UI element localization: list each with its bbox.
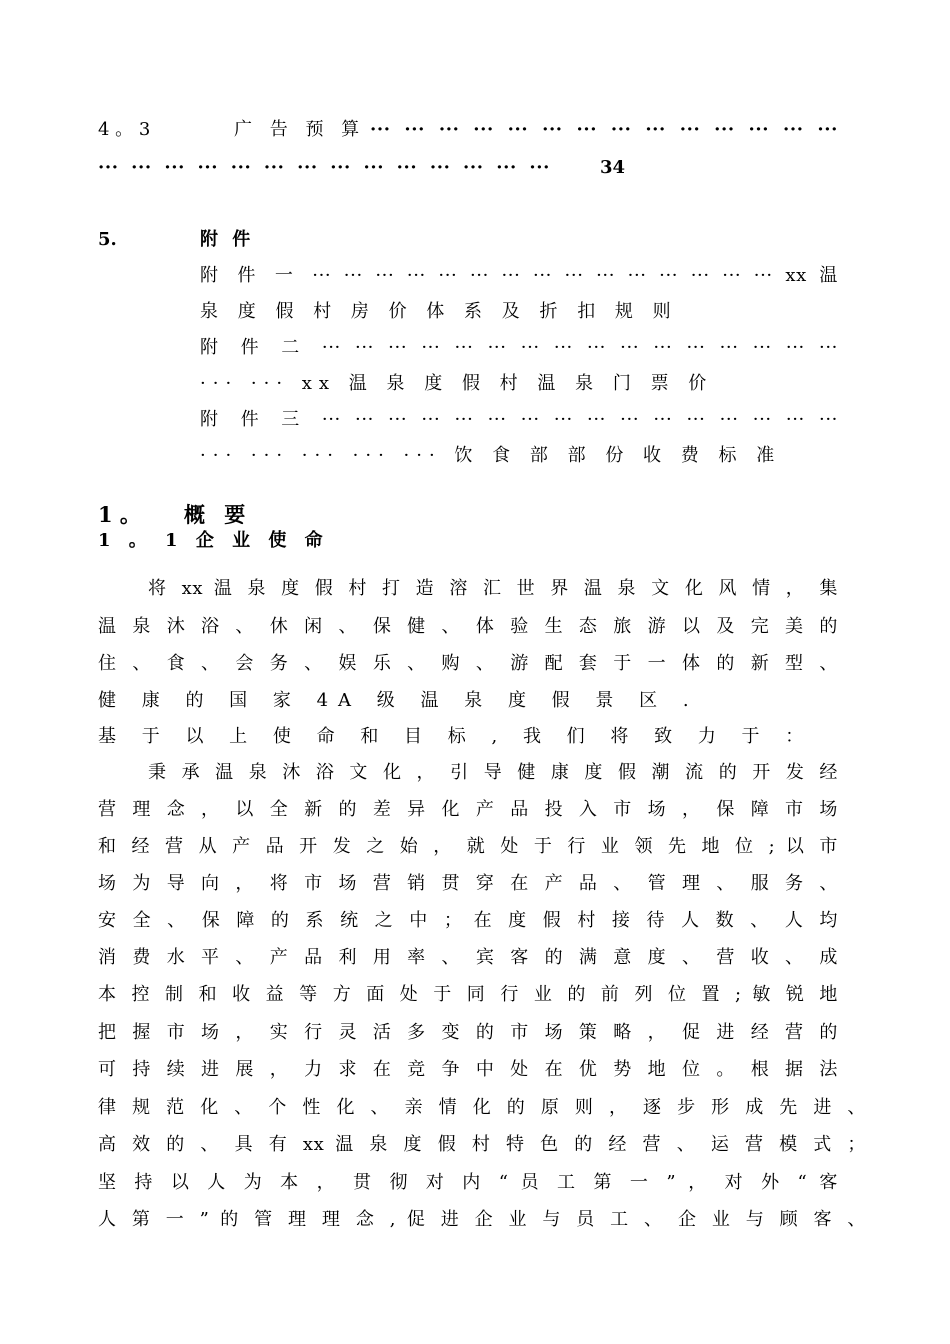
body-line: 温 泉 沐 浴 、 休 闲 、 保 健 、 体 验 生 态 旅 游 以 及 完 美 的 [98,616,838,637]
section-1-number: 1 。 [98,502,141,527]
body-line: 营 理 念 ， 以 全 新 的 差 异 化 产 品 投 入 市 场 ， 保 障 市 场 [98,799,838,820]
body-line: 可 持 续 进 展 ， 力 求 在 竞 争 中 处 在 优 势 地 位 。 根 据 法 [98,1059,838,1080]
toc-5-title: 附 件 [200,229,255,250]
body-line: 住 、 食 、 会 务 、 娱 乐 、 购 、 游 配 套 于 一 体 的 新 型 、 [98,653,838,674]
toc-4-3-page-number: 34 [600,157,626,178]
body-line: 坚 持 以 人 为 本 ， 贯 彻 对 内 “ 员 工 第 一 ” ， 对 外 “ 客 [98,1172,838,1193]
section-1-title: 概 要 [184,502,252,527]
toc-appendix-3-line-1: 附 件 三 ··· ··· ··· ··· ··· ··· ··· ··· ··· ··· ··· ··· ··· ··· ··· ··· [200,409,838,430]
body-line: 人 第 一 ” 的 管 理 理 念 , 促 进 企 业 与 员 工 、 企 业 与 顾 客 、 [98,1209,866,1230]
section-1-1-subheading: 1 。 1 企 业 使 命 [98,530,329,551]
body-line: 和 经 营 从 产 品 开 发 之 始 ， 就 处 于 行 业 领 先 地 位 ; 以 市 [98,836,838,857]
body-line: 场 为 导 向 ， 将 市 场 营 销 贯 穿 在 产 品 、 管 理 、 服 务 、 [98,873,838,894]
toc-appendix-2-line-2: ··· ··· xx 温 泉 度 假 村 温 泉 门 票 价 [200,373,714,394]
body-line: 高 效 的 、 具 有 xx 温 泉 度 假 村 特 色 的 经 营 、 运 营 模 式 ； [98,1134,866,1155]
toc-appendix-1-line-1: 附 件 一 ··· ··· ··· ··· ··· ··· ··· ··· ··· ··· ··· ··· ··· ··· ··· xx 温 [200,265,838,286]
body-line: 律 规 范 化 、 个 性 化 、 亲 情 化 的 原 则 ， 逐 步 形 成 先 进 、 [98,1097,866,1118]
toc-4-3-number: 4 。 3 [98,119,151,140]
toc-appendix-2-line-1: 附 件 二 ··· ··· ··· ··· ··· ··· ··· ··· ··· ··· ··· ··· ··· ··· ··· ··· [200,337,838,358]
body-line: 本 控 制 和 收 益 等 方 面 处 于 同 行 业 的 前 列 位 置 ; 敏 锐 地 [98,984,838,1005]
body-line: 秉 承 温 泉 沐 浴 文 化 ， 引 导 健 康 度 假 潮 流 的 开 发 经 [148,762,838,783]
body-line: 将 xx 温 泉 度 假 村 打 造 溶 汇 世 界 温 泉 文 化 风 情 ， 集 [148,578,838,599]
toc-4-3-leader-dots-2: ··· ··· ··· ··· ··· ··· ··· ··· ··· ··· ··· ··· ··· ··· [98,157,550,178]
toc-appendix-3-line-2: ··· ··· ··· ··· ··· 饮 食 部 部 份 收 费 标 准 [200,445,782,466]
toc-5-number: 5. [98,229,117,250]
toc-4-3-leader-dots: ··· ··· ··· ··· ··· ··· ··· ··· ··· ··· ··· ··· ··· ··· [370,119,838,140]
body-line: 消 费 水 平 、 产 品 利 用 率 、 宾 客 的 满 意 度 、 营 收 、 成 [98,947,838,968]
toc-4-3-title: 广 告 预 算 [234,119,366,140]
body-line: 基 于 以 上 使 命 和 目 标 , 我 们 将 致 力 于 ： [98,726,814,747]
toc-appendix-1-line-2: 泉 度 假 村 房 价 体 系 及 折 扣 规 则 [200,301,678,322]
body-line: 健 康 的 国 家 4A 级 温 泉 度 假 景 区 . [98,690,699,711]
body-line: 安 全 、 保 障 的 系 统 之 中 ； 在 度 假 村 接 待 人 数 、 人 均 [98,910,838,931]
body-line: 把 握 市 场 ， 实 行 灵 活 多 变 的 市 场 策 略 ， 促 进 经 营 的 [98,1022,838,1043]
